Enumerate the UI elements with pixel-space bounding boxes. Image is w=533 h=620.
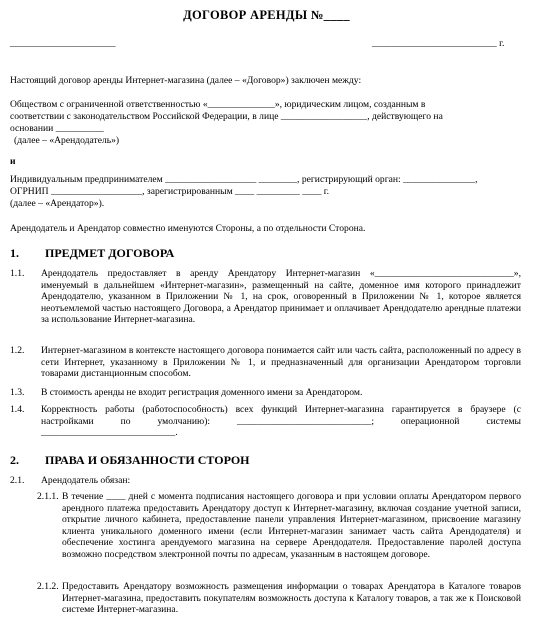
subitem-number: 2.1.2. <box>37 581 59 592</box>
item-text: Арендодатель предоставляет в аренду Арендатору Интернет-магазин «_____________________________», именуемый в дальнейшем «Интернет-магазин», размещенный на сайте, доменное имя которого принадлежит Арендодателю, указанном в Приложении № 1, на срок, оговоренный в Приложении № 1, которое является неотъемлемой частью настоящего Договора, а Арендатор принимает и оплачивает Арендодателю арендные платежи за использование Интернет-магазина. <box>41 268 521 326</box>
item-text: В стоимость аренды не входит регистрация доменного имени за Арендатором. <box>41 387 363 398</box>
item-number: 1.4. <box>10 404 25 415</box>
subitem-text: В течение ____ дней с момента подписания настоящего договора и при условии оплаты Арендатором первого арендного платежа предоставить Арендатору доступ к Интернет-магазину, включая создание учетной записи, открытие личного кабинета, предоставление панели управления Интернет-магазином, присвоение магазину клиента уникального доменного имени (если Интернет-магазин занимает часть сайта Арендодателя) и обеспечение хостинга арендуемого магазина на сервере Арендодателя. Предоставление паролей доступа возможно посредством электронной почты по адресам, указанным в настоящем договоре. <box>62 491 521 560</box>
party2-line1: Индивидуальным предпринимателем ___________________ ________, регистрирующий орган: _______________, <box>10 174 478 185</box>
party2-line3: (далее – «Арендатор»). <box>10 198 105 209</box>
party1-line4: (далее – «Арендодатель») <box>14 135 120 146</box>
party1-line3: основании __________ <box>10 123 104 134</box>
intro-paragraph: Настоящий договор аренды Интернет-магазина (далее – «Договор») заключен между: <box>10 75 362 86</box>
party1-line1: Обществом с ограниченной ответственностью «______________», юридическим лицом, созданным в <box>10 99 426 110</box>
subitem-number: 2.1.1. <box>37 491 59 502</box>
date-blank: __________________________ г. <box>372 38 505 49</box>
party2-line2: ОГРНИП ___________________, зарегистрированным ____ _________ ____ г. <box>10 186 330 197</box>
item-number: 1.1. <box>10 268 25 279</box>
subitem-text: Предоставить Арендатору возможность размещения информации о товарах Арендатора в Каталоге товаров Интернет-магазина, предоставить покупателям возможность доступа к Каталогу товаров, а так же к Поисковой системе Интернет-магазина. <box>62 581 521 616</box>
item-text: Арендодатель обязан: <box>41 475 131 486</box>
section1-title: ПРЕДМЕТ ДОГОВОРА <box>45 246 175 260</box>
document-title: ДОГОВОР АРЕНДЫ №____ <box>183 8 350 22</box>
parties-note: Арендодатель и Арендатор совместно именуются Стороны, а по отдельности Сторона. <box>10 223 366 234</box>
section2-title: ПРАВА И ОБЯЗАННОСТИ СТОРОН <box>45 453 250 467</box>
city-blank: ______________________ <box>10 38 116 49</box>
item-text: Корректность работы (работоспособность) всех функций Интернет-магазина гарантируется в браузере (с настройками по умолчанию): ____________________________; операционной системы ____________________________. <box>41 404 521 439</box>
item-number: 1.2. <box>10 345 25 356</box>
item-number: 1.3. <box>10 387 25 398</box>
party1-line2: соответствии с законодательством Российской Федерации, в лице __________________, действующего на <box>10 111 443 122</box>
section2-number: 2. <box>10 453 19 467</box>
section1-number: 1. <box>10 246 19 260</box>
item-text: Интернет-магазином в контексте настоящего договора понимается сайт или часть сайта, расположенный по адресу в сети Интернет, указанному в Приложении № 1, и предназначенный для организации Арендатором торговли товарами дистанционным способом. <box>41 345 521 380</box>
conjunction-and: и <box>10 156 16 167</box>
item-number: 2.1. <box>10 475 25 486</box>
